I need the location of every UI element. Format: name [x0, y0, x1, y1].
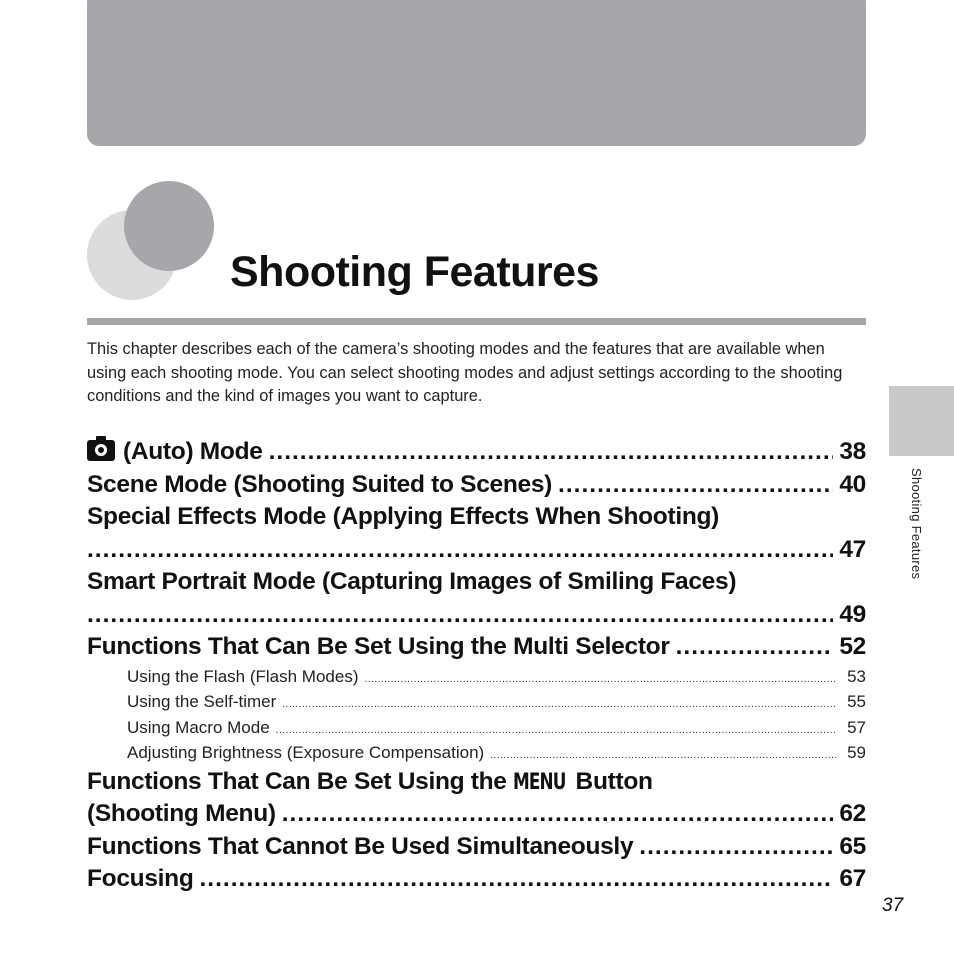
toc-subentry-label: Using Macro Mode [127, 717, 270, 737]
leader-dots [364, 667, 836, 690]
page-number: 37 [882, 895, 904, 916]
table-of-contents [87, 436, 866, 896]
leader-dots [87, 599, 833, 632]
leader-dots [200, 863, 834, 896]
toc-entry-page: 52 [839, 633, 866, 660]
toc-entry-page: 49 [839, 600, 866, 628]
leader-dots [276, 718, 836, 741]
camera-icon [87, 440, 115, 461]
toc-entry-page: 47 [839, 535, 866, 563]
toc-subentry-label: Adjusting Brightness (Exposure Compensation) [127, 743, 485, 762]
toc-entry-label-after: Button [575, 767, 653, 795]
leader-dots [282, 798, 834, 831]
toc-entry-cannot-simultaneous[interactable] [87, 831, 866, 864]
toc-entry-scene-mode[interactable] [87, 469, 866, 502]
toc-entry-label: Scene Mode (Shooting Suited to Scenes) [87, 470, 553, 498]
leader-dots [558, 469, 833, 502]
chapter-intro: This chapter describes each of the camera’s shooting modes and the features that are available when using each shooting mode. You can select shooting modes and adjust settings according to the shooting conditions and the kind of images you want to capture. [87, 340, 843, 405]
toc-subentry-macro[interactable] [87, 715, 866, 741]
toc-entry-auto-mode[interactable] [87, 436, 866, 469]
toc-entry-smart-portrait[interactable] [87, 599, 866, 632]
toc-subentry-label: Using the Self-timer [127, 692, 277, 711]
toc-subentry-label: Using the Flash (Flash Modes) [127, 666, 359, 686]
decorative-circle-dark [124, 181, 214, 271]
chapter-side-tab [889, 386, 954, 456]
menu-button-glyph: MENU [513, 769, 566, 795]
toc-subentry-page: 59 [847, 743, 866, 762]
toc-entry-page: 65 [839, 832, 866, 860]
toc-entry-label: Functions That Can Be Set Using the Multi Selector [87, 633, 670, 660]
leader-dots [282, 692, 836, 715]
leader-dots [676, 631, 834, 664]
toc-subentry-self-timer[interactable] [87, 689, 866, 715]
toc-entry-label: (Shooting Menu) [87, 800, 276, 827]
toc-entry-smart-portrait-label[interactable]: Smart Portrait Mode (Capturing Images of Smiling Faces) [87, 568, 737, 595]
toc-subentry-page: 57 [847, 717, 866, 737]
toc-subentry-exposure[interactable] [87, 740, 866, 766]
chapter-title: Shooting Features [230, 248, 599, 296]
toc-entry-label: (Auto) Mode [123, 438, 263, 465]
toc-entry-page: 38 [839, 438, 866, 465]
toc-entry-multi-selector[interactable] [87, 631, 866, 664]
toc-entry-special-effects-label[interactable]: Special Effects Mode (Applying Effects When Shooting) [87, 503, 720, 530]
leader-dots [87, 534, 833, 567]
toc-entry-label: Functions That Cannot Be Used Simultaneously [87, 832, 634, 860]
toc-entry-menu-button-label[interactable] [87, 766, 866, 799]
leader-dots [639, 831, 833, 864]
toc-entry-page: 62 [839, 800, 866, 827]
side-tab-label: Shooting Features [909, 468, 924, 580]
toc-entry-page: 67 [839, 865, 866, 892]
toc-subentry-page: 55 [847, 692, 866, 711]
leader-dots [490, 743, 836, 766]
toc-entry-focusing[interactable] [87, 863, 866, 896]
toc-entry-label: Focusing [87, 865, 194, 892]
header-banner [87, 0, 866, 146]
toc-entry-label-before: Functions That Can Be Set Using the [87, 767, 507, 795]
title-rule [87, 318, 866, 325]
toc-entry-page: 40 [839, 470, 866, 498]
toc-subentry-flash[interactable] [87, 664, 866, 690]
toc-entry-special-effects[interactable] [87, 534, 866, 567]
leader-dots [269, 436, 834, 469]
toc-subentry-page: 53 [847, 666, 866, 686]
toc-entry-menu-button[interactable] [87, 798, 866, 831]
